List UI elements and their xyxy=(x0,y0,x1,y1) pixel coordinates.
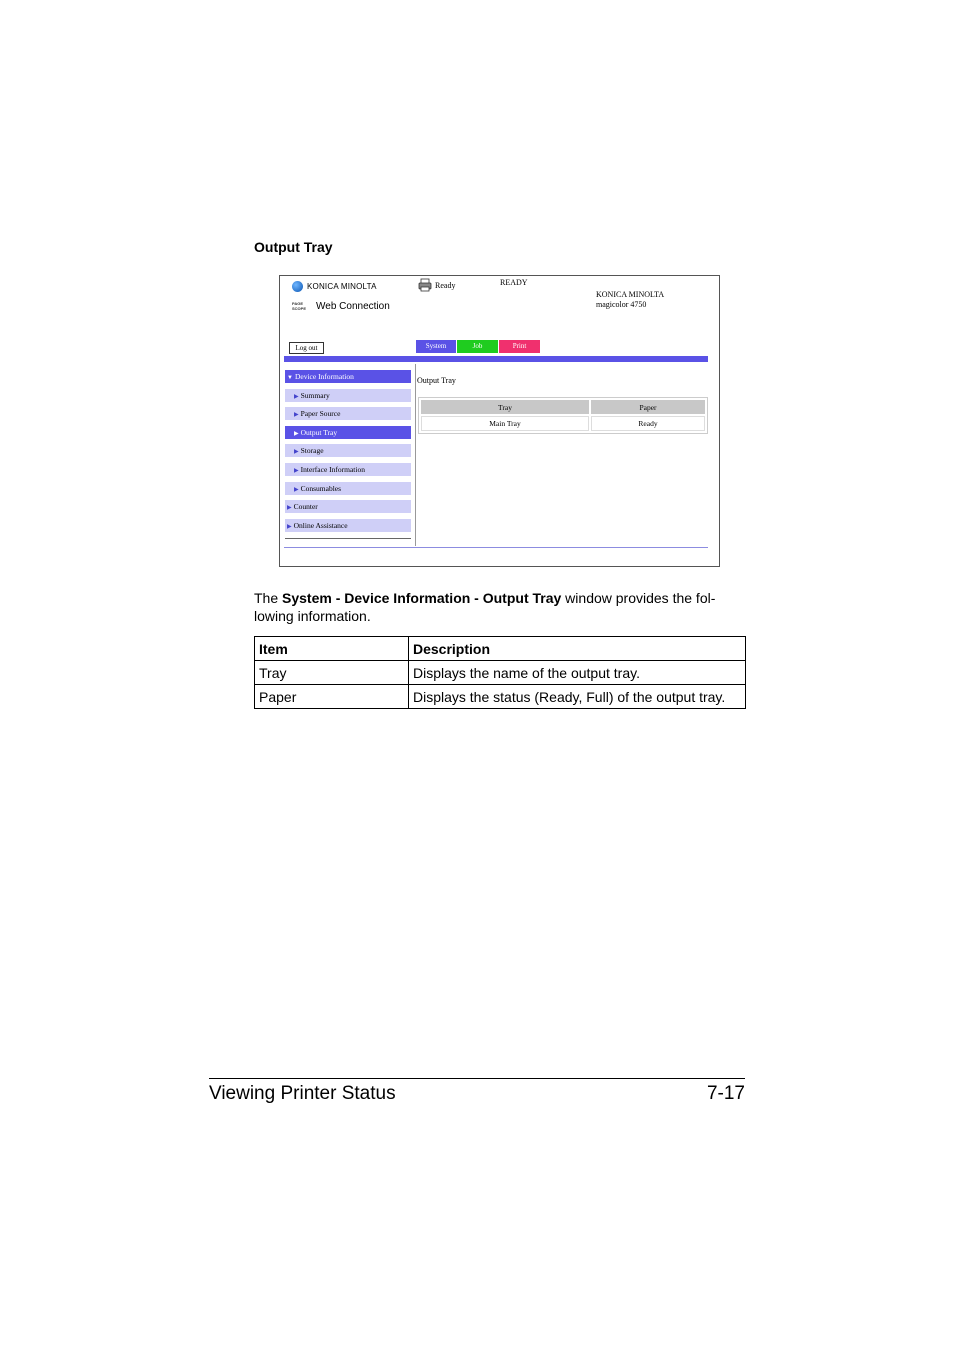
web-connection-screenshot xyxy=(279,275,720,567)
content-title: Output Tray xyxy=(417,376,456,385)
column-header-tray: Tray xyxy=(421,400,589,414)
output-tray-table xyxy=(418,397,708,434)
menu-item-consumables[interactable]: ▶ Consumables xyxy=(285,482,411,495)
triangle-right-icon: ▶ xyxy=(294,468,299,474)
logo-text: KONICA MINOLTA xyxy=(307,281,377,291)
section-heading: Output Tray xyxy=(254,239,333,255)
printer-model xyxy=(596,290,664,310)
menu-item-online-assistance[interactable]: ▶ Online Assistance xyxy=(285,519,411,532)
footer-rule xyxy=(209,1078,745,1079)
triangle-down-icon: ▼ xyxy=(287,375,293,381)
menu-item-interface-information[interactable]: ▶ Interface Information xyxy=(285,463,411,476)
printer-status: Ready xyxy=(435,281,456,290)
page-number: 7-17 xyxy=(706,1083,745,1104)
table-header-row xyxy=(421,400,705,414)
column-header-paper: Paper xyxy=(591,400,705,414)
cell-item: Tray xyxy=(255,661,409,685)
triangle-right-icon: ▶ xyxy=(294,412,299,418)
triangle-right-icon: ▶ xyxy=(294,449,299,455)
tab-print[interactable]: Print xyxy=(499,340,540,353)
intro-paragraph: The System - Device Information - Output Tray window provides the fol- lowing information. xyxy=(254,590,716,624)
triangle-right-icon: ▶ xyxy=(294,394,299,400)
pane-divider xyxy=(415,364,416,546)
pagescope-icon: PAGE SCOPE xyxy=(292,300,307,311)
triangle-right-icon: ▶ xyxy=(294,431,299,437)
triangle-right-icon: ▶ xyxy=(287,524,292,530)
header-divider xyxy=(284,356,708,362)
table-row xyxy=(255,685,746,709)
cell-description: Displays the status (Ready, Full) of the output tray. xyxy=(409,685,746,709)
table-header-row xyxy=(255,637,746,661)
brand-name: KONICA MINOLTA xyxy=(596,290,665,299)
column-header-item: Item xyxy=(255,637,409,661)
cell-item: Paper xyxy=(255,685,409,709)
table-row xyxy=(421,416,705,431)
model-name: magicolor 4750 xyxy=(596,300,647,309)
printer-icon xyxy=(418,278,432,292)
menu-item-counter[interactable]: ▶ Counter xyxy=(285,500,411,513)
konica-globe-icon xyxy=(292,281,303,292)
web-connection-label: Web Connection xyxy=(316,300,390,312)
menu-divider xyxy=(285,538,411,539)
menu-item-storage[interactable]: ▶ Storage xyxy=(285,444,411,457)
footer-title: Viewing Printer Status xyxy=(209,1083,396,1104)
cell-paper: Ready xyxy=(591,416,705,431)
konica-minolta-logo xyxy=(292,280,377,292)
cell-description: Displays the name of the output tray. xyxy=(409,661,746,685)
column-header-description: Description xyxy=(409,637,746,661)
logout-button[interactable]: Log out xyxy=(289,342,324,354)
menu-item-summary[interactable]: ▶ Summary xyxy=(285,389,411,402)
cell-tray: Main Tray xyxy=(421,416,589,431)
triangle-right-icon: ▶ xyxy=(287,505,292,511)
table-row xyxy=(255,661,746,685)
footer-divider xyxy=(284,547,708,548)
menu-item-device-information[interactable]: ▼ Device Information xyxy=(285,370,411,383)
menu-item-output-tray[interactable]: ▶ Output Tray xyxy=(285,426,411,439)
pagescope-logo xyxy=(292,299,390,313)
tab-job[interactable]: Job xyxy=(457,340,498,353)
tab-system[interactable]: System xyxy=(416,340,456,353)
triangle-right-icon: ▶ xyxy=(294,487,299,493)
menu-item-paper-source[interactable]: ▶ Paper Source xyxy=(285,407,411,420)
window-path: System - Device Information - Output Tray xyxy=(282,590,562,606)
status-readout: READY xyxy=(500,278,528,287)
description-table xyxy=(254,636,746,709)
